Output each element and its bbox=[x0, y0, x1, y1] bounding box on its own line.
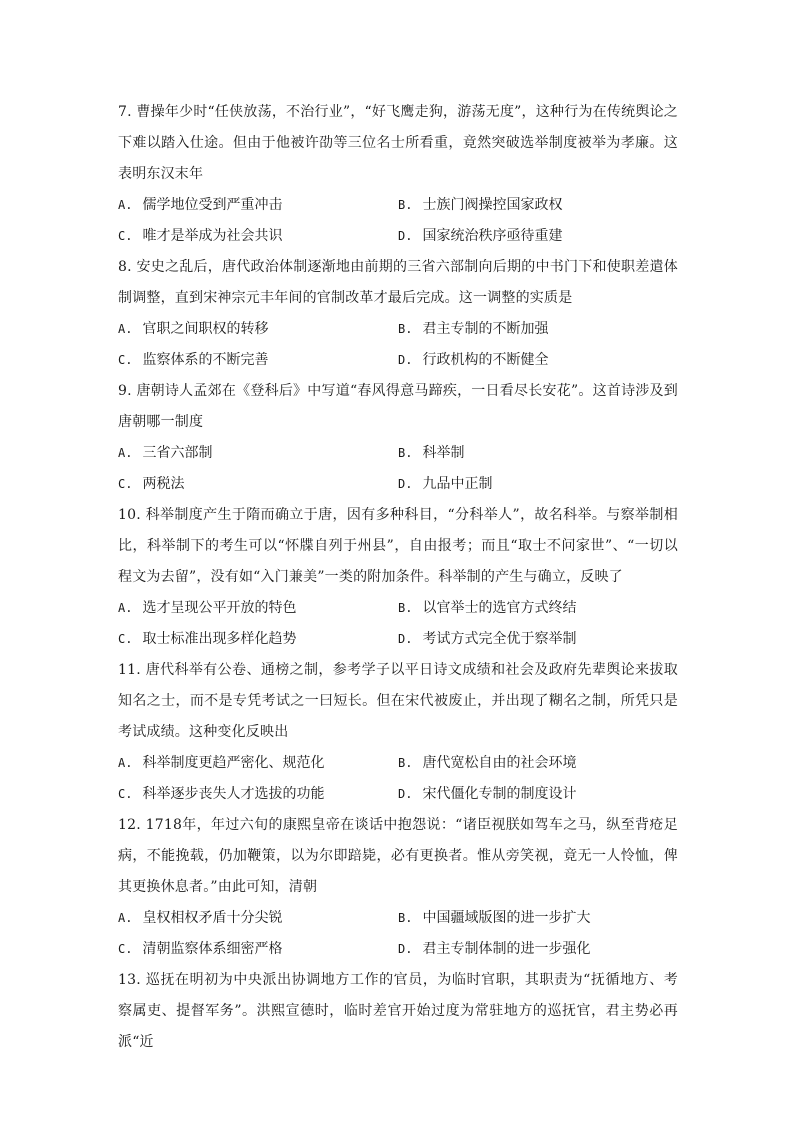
option-label: C. bbox=[118, 942, 133, 956]
option-d bbox=[398, 779, 678, 810]
option-text: 国家统治秩序亟待重建 bbox=[422, 228, 563, 244]
option-label: D. bbox=[398, 787, 413, 801]
question-stem: 8. 安史之乱后，唐代政治体制逐渐地由前期的三省六部制向后期的中书门下和使职差遣体制调整，直到宋神宗元丰年间的官制改革才最后完成。这一调整的实质是 bbox=[118, 259, 678, 306]
option-text: 取士标准出现多样化趋势 bbox=[142, 631, 297, 647]
option-a bbox=[118, 748, 398, 779]
question-stem: 11. 唐代科举有公卷、通榜之制，参考学子以平日诗文成绩和社会及政府先辈舆论来拔取知名之士，而不是专凭考试之一曰短长。但在宋代被废止，并出现了糊名之制，所凭只是考试成绩。这种变化反映出 bbox=[118, 662, 678, 740]
option-label: B. bbox=[398, 446, 413, 460]
option-text: 以官举士的选官方式终结 bbox=[422, 600, 577, 616]
option-label: C. bbox=[118, 477, 133, 491]
question-stem: 12. 1718年，年过六旬的康熙皇帝在谈话中抱怨说：“诸臣视朕如驾车之马，纵至背疮足病，不能挽载，仍加鞭策，以为尔即踣毙，必有更换者。惟从旁笑视，竟无一人怜恤，俾其更换休息者。”由此可知，清朝 bbox=[118, 817, 678, 895]
option-text: 中国疆域版图的进一步扩大 bbox=[422, 910, 591, 926]
options-list bbox=[118, 748, 678, 810]
option-text: 选才呈现公平开放的特色 bbox=[142, 600, 297, 616]
option-label: A. bbox=[118, 756, 133, 770]
question-8 bbox=[118, 252, 678, 376]
option-d bbox=[398, 469, 678, 500]
question-stem: 9. 唐朝诗人孟郊在《登科后》中写道“春风得意马蹄疾，一日看尽长安花”。这首诗涉及到唐朝哪一制度 bbox=[118, 383, 678, 430]
option-label: A. bbox=[118, 322, 133, 336]
option-label: D. bbox=[398, 477, 413, 491]
option-label: D. bbox=[398, 942, 413, 956]
question-10 bbox=[118, 500, 678, 655]
option-a bbox=[118, 190, 398, 221]
option-text: 唯才是举成为社会共识 bbox=[142, 228, 283, 244]
question-12 bbox=[118, 810, 678, 965]
option-text: 两税法 bbox=[142, 476, 185, 492]
option-a bbox=[118, 314, 398, 345]
option-c bbox=[118, 469, 398, 500]
option-label: C. bbox=[118, 787, 133, 801]
option-b bbox=[398, 438, 678, 469]
option-text: 九品中正制 bbox=[422, 476, 493, 492]
option-text: 科举制度更趋严密化、规范化 bbox=[142, 755, 325, 771]
option-label: D. bbox=[398, 632, 413, 646]
option-c bbox=[118, 779, 398, 810]
option-text: 监察体系的不断完善 bbox=[142, 352, 269, 368]
option-label: B. bbox=[398, 911, 413, 925]
option-label: C. bbox=[118, 632, 133, 646]
option-b bbox=[398, 314, 678, 345]
option-text: 士族门阀操控国家政权 bbox=[422, 197, 563, 213]
option-c bbox=[118, 221, 398, 252]
option-b bbox=[398, 748, 678, 779]
option-c bbox=[118, 934, 398, 965]
question-9 bbox=[118, 376, 678, 500]
question-13 bbox=[118, 965, 678, 1058]
option-text: 唐代宽松自由的社会环境 bbox=[422, 755, 577, 771]
options-list bbox=[118, 903, 678, 965]
option-label: B. bbox=[398, 198, 413, 212]
option-label: D. bbox=[398, 229, 413, 243]
options-list bbox=[118, 314, 678, 376]
question-stem: 7. 曹操年少时“任侠放荡，不治行业”，“好飞鹰走狗，游荡无度”，这种行为在传统舆论之下难以踏入仕途。但由于他被许劭等三位名士所看重，竟然突破选举制度被举为孝廉。这表明东汉末年 bbox=[118, 104, 678, 182]
options-list bbox=[118, 593, 678, 655]
option-label: B. bbox=[398, 601, 413, 615]
option-c bbox=[118, 345, 398, 376]
option-label: B. bbox=[398, 322, 413, 336]
option-text: 皇权相权矛盾十分尖锐 bbox=[142, 910, 283, 926]
exam-page bbox=[118, 97, 678, 1058]
question-11 bbox=[118, 655, 678, 810]
option-b bbox=[398, 190, 678, 221]
option-text: 君主专制体制的进一步强化 bbox=[422, 941, 591, 957]
option-text: 宋代僵化专制的制度设计 bbox=[422, 786, 577, 802]
question-stem: 10. 科举制度产生于隋而确立于唐，因有多种科目，“分科举人”，故名科举。与察举制相比，科举制下的考生可以“怀牒自列于州县”，自由报考；而且“取士不问家世”、“一切以程文为去留”，没有如“入门兼美”一类的附加条件。科举制的产生与确立，反映了 bbox=[118, 507, 678, 585]
option-d bbox=[398, 624, 678, 655]
option-a bbox=[118, 438, 398, 469]
option-label: A. bbox=[118, 911, 133, 925]
option-text: 儒学地位受到严重冲击 bbox=[142, 197, 283, 213]
options-list bbox=[118, 438, 678, 500]
option-text: 三省六部制 bbox=[142, 445, 213, 461]
option-a bbox=[118, 903, 398, 934]
question-7 bbox=[118, 97, 678, 252]
option-label: B. bbox=[398, 756, 413, 770]
option-d bbox=[398, 345, 678, 376]
option-label: C. bbox=[118, 229, 133, 243]
option-d bbox=[398, 221, 678, 252]
option-text: 官职之间职权的转移 bbox=[142, 321, 269, 337]
option-text: 君主专制的不断加强 bbox=[422, 321, 549, 337]
option-label: A. bbox=[118, 601, 133, 615]
option-b bbox=[398, 593, 678, 624]
option-label: C. bbox=[118, 353, 133, 367]
option-text: 科举逐步丧失人才选拔的功能 bbox=[142, 786, 325, 802]
option-text: 清朝监察体系细密严格 bbox=[142, 941, 283, 957]
option-label: A. bbox=[118, 198, 133, 212]
option-label: A. bbox=[118, 446, 133, 460]
option-text: 行政机构的不断健全 bbox=[422, 352, 549, 368]
option-text: 考试方式完全优于察举制 bbox=[422, 631, 577, 647]
option-a bbox=[118, 593, 398, 624]
question-stem: 13. 巡抚在明初为中央派出协调地方工作的官员，为临时官职，其职责为“抚循地方、考察属吏、提督军务”。洪熙宣德时，临时差官开始过度为常驻地方的巡抚官，君主势必再派“近 bbox=[118, 972, 678, 1050]
option-text: 科举制 bbox=[422, 445, 465, 461]
option-label: D. bbox=[398, 353, 413, 367]
option-b bbox=[398, 903, 678, 934]
option-d bbox=[398, 934, 678, 965]
option-c bbox=[118, 624, 398, 655]
options-list bbox=[118, 190, 678, 252]
